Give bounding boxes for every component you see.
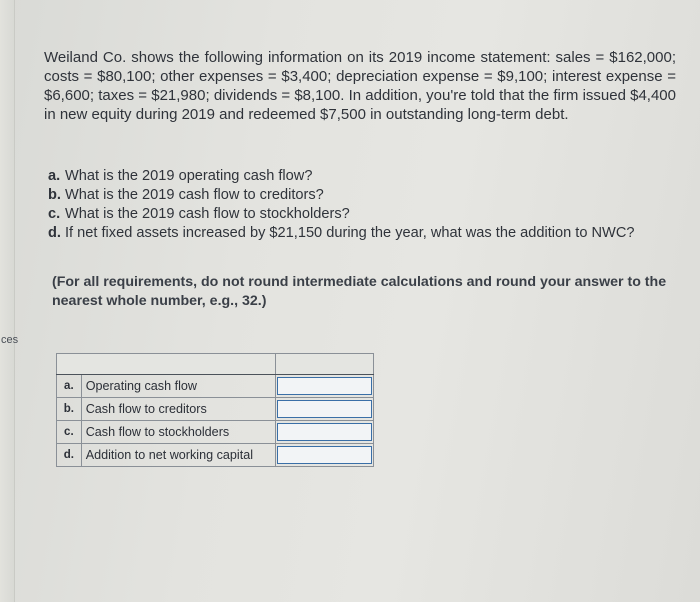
question-text: What is the 2019 operating cash flow? (65, 168, 313, 184)
question-a (48, 167, 648, 186)
question-letter: c. (48, 206, 61, 222)
row-letter: c. (57, 421, 82, 444)
question-list (48, 167, 648, 243)
answer-table (56, 353, 374, 467)
row-label: Operating cash flow (81, 375, 275, 398)
question-text: What is the 2019 cash flow to creditors? (65, 187, 324, 203)
input-cell (276, 398, 374, 421)
problem-statement: Weiland Co. shows the following information on its 2019 income statement: sales = $162,000; costs = $80,100; other expenses = $3,400; depreciation expense = $9,100; interest expense = $6,600; taxes = $21,980; dividends = $8,100. In addition, you're told that the firm issued $4,400 in new equity during 2019 and redeemed $7,500 in outstanding long-term debt. (44, 49, 676, 123)
cash-flow-to-creditors-input[interactable] (277, 400, 372, 418)
question-d (48, 224, 648, 243)
row-label: Cash flow to creditors (81, 398, 275, 421)
row-letter: b. (57, 398, 82, 421)
table-row (57, 444, 374, 467)
question-letter: b. (48, 187, 61, 203)
input-cell (276, 375, 374, 398)
question-c (48, 205, 648, 224)
question-letter: a. (48, 168, 61, 184)
question-text: If net fixed assets increased by $21,150 during the year, what was the addition to NWC? (65, 225, 635, 241)
table-row (57, 421, 374, 444)
operating-cash-flow-input[interactable] (277, 377, 372, 395)
row-letter: d. (57, 444, 82, 467)
sidebar-label: ces (1, 334, 19, 346)
row-label: Cash flow to stockholders (81, 421, 275, 444)
question-b (48, 186, 648, 205)
row-letter: a. (57, 375, 82, 398)
table-header-cell (276, 354, 374, 375)
addition-to-nwc-input[interactable] (277, 446, 372, 464)
input-cell (276, 444, 374, 467)
row-label: Addition to net working capital (81, 444, 275, 467)
table-header-cell (57, 354, 276, 375)
table-header-row (57, 354, 374, 375)
question-text: What is the 2019 cash flow to stockholders? (65, 206, 350, 222)
left-sidebar-strip (0, 0, 15, 602)
cash-flow-to-stockholders-input[interactable] (277, 423, 372, 441)
table-row (57, 375, 374, 398)
question-letter: d. (48, 225, 61, 241)
table-row (57, 398, 374, 421)
rounding-instructions: (For all requirements, do not round intermediate calculations and round your answer to the nearest whole number, e.g., 32.) (52, 274, 667, 309)
input-cell (276, 421, 374, 444)
